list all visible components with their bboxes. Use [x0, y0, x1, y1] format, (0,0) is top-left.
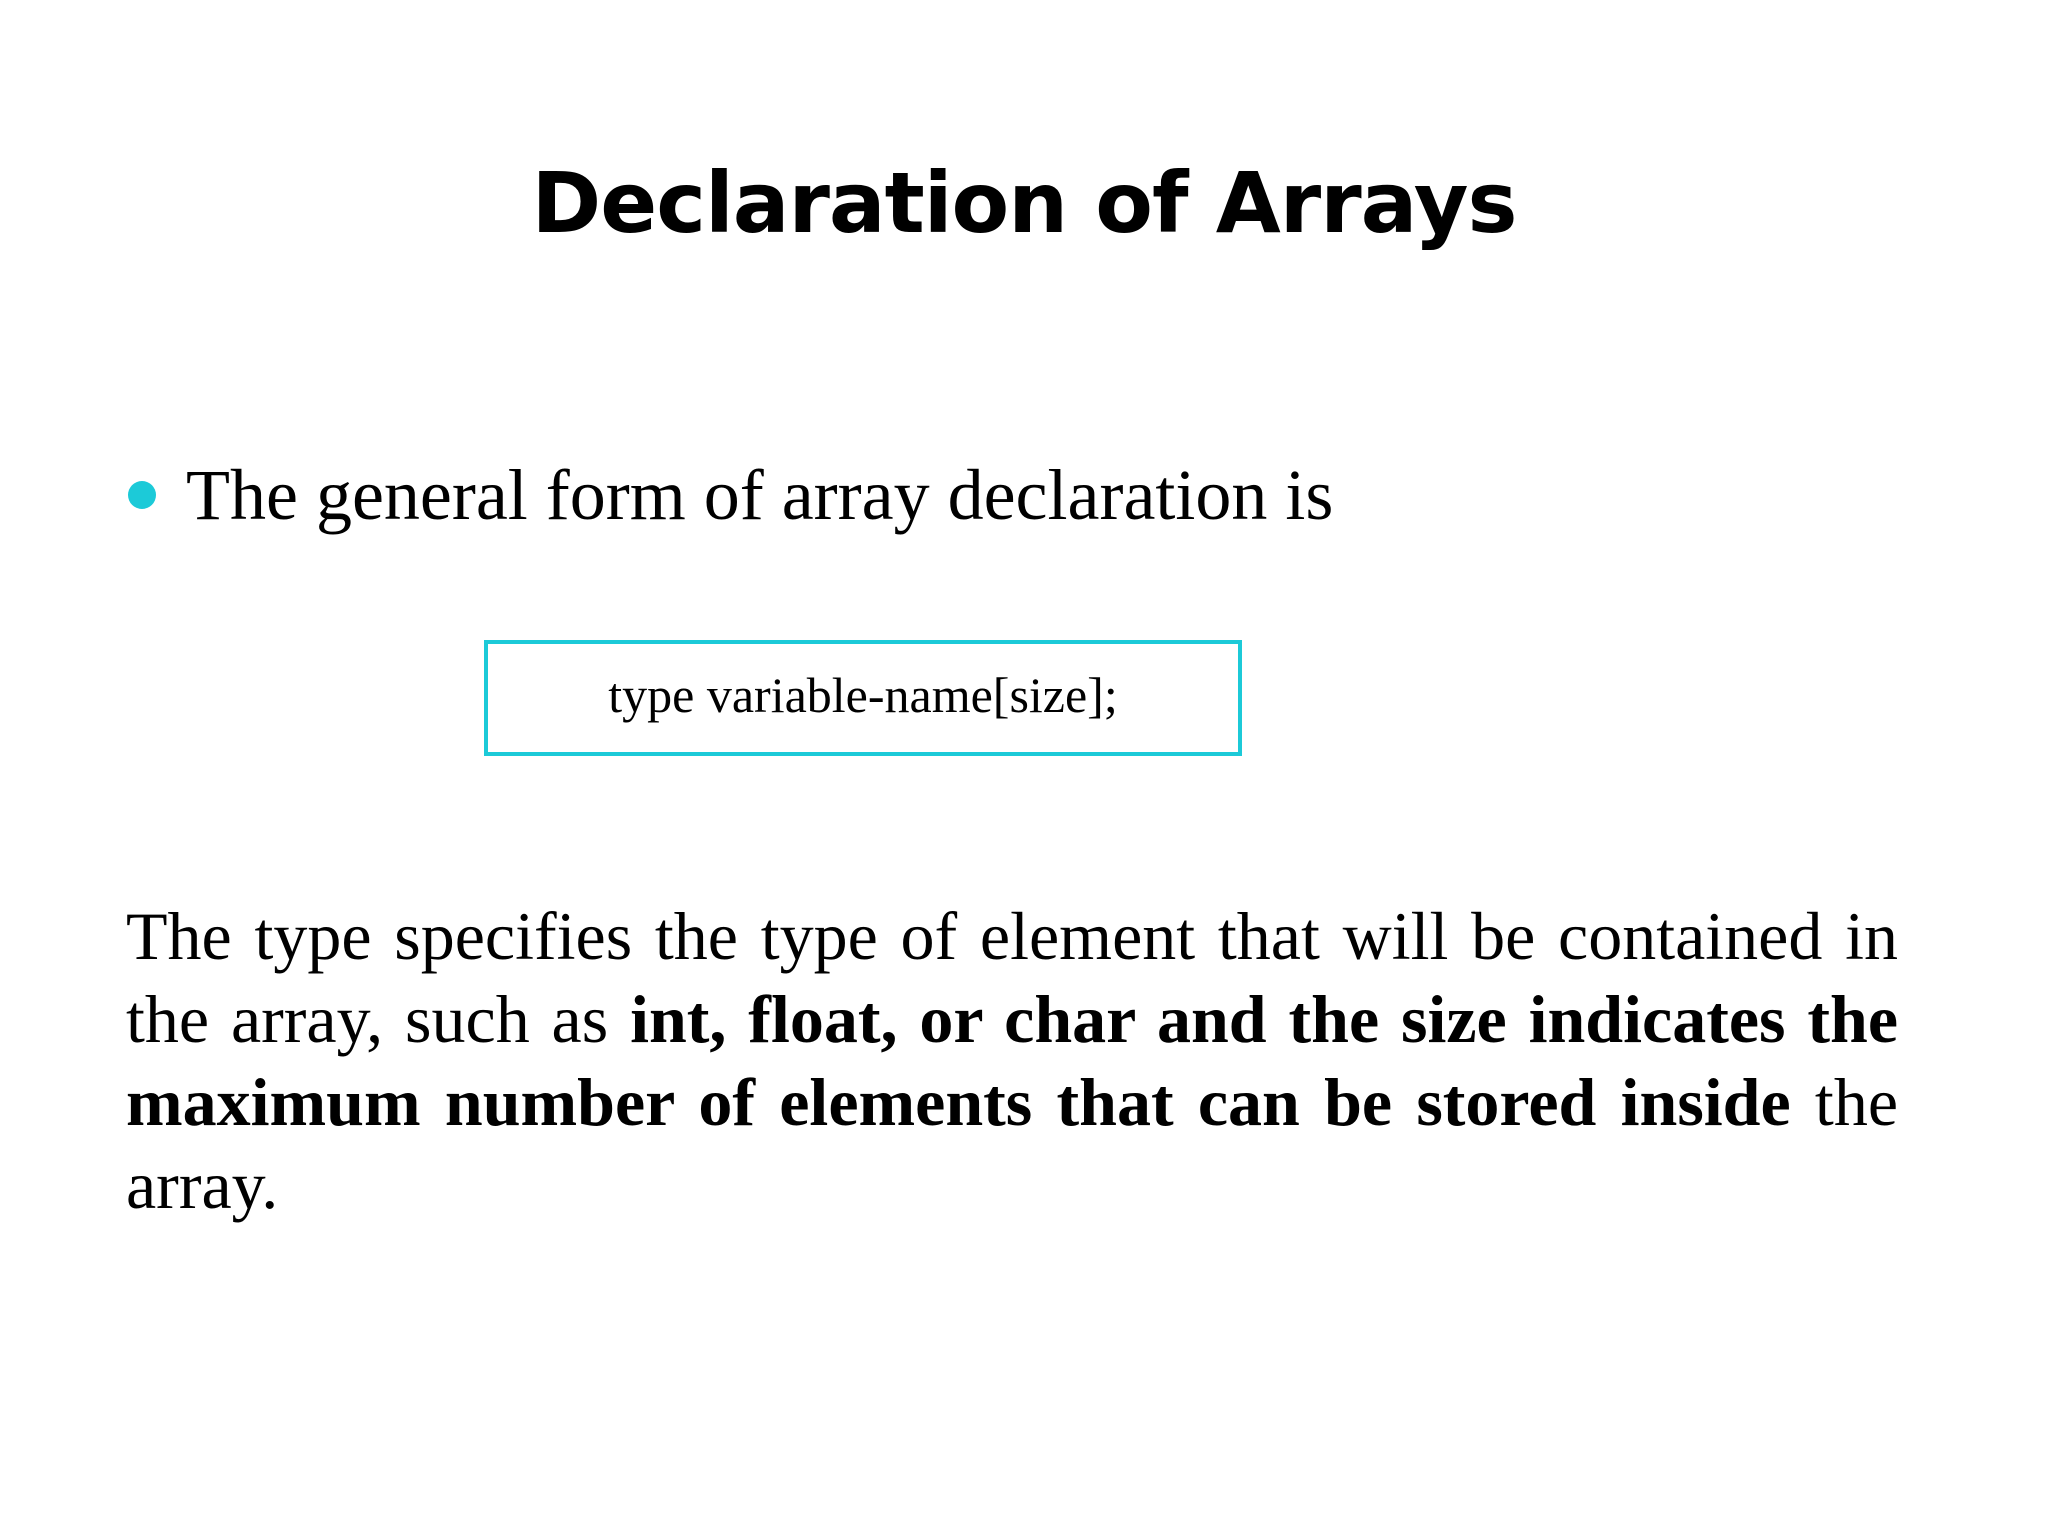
- code-box: [484, 640, 1242, 756]
- paragraph-text-1: The type specifies the type of element that will be contained in the array, such as: [126, 898, 1898, 1057]
- bullet-dot-icon: [128, 481, 156, 509]
- paragraph-text-2: the array.: [126, 1064, 1899, 1223]
- bullet-item: [128, 450, 1333, 540]
- code-text: type variable-name[size];: [608, 667, 1118, 723]
- paragraph-bold-text: int, float, or char and the size indicates the maximum number of elements that can be stored inside: [126, 981, 1898, 1140]
- slide-title: Declaration of Arrays: [531, 154, 1517, 252]
- description-paragraph: [126, 895, 1898, 1227]
- bullet-text: The general form of array declaration is: [186, 455, 1334, 535]
